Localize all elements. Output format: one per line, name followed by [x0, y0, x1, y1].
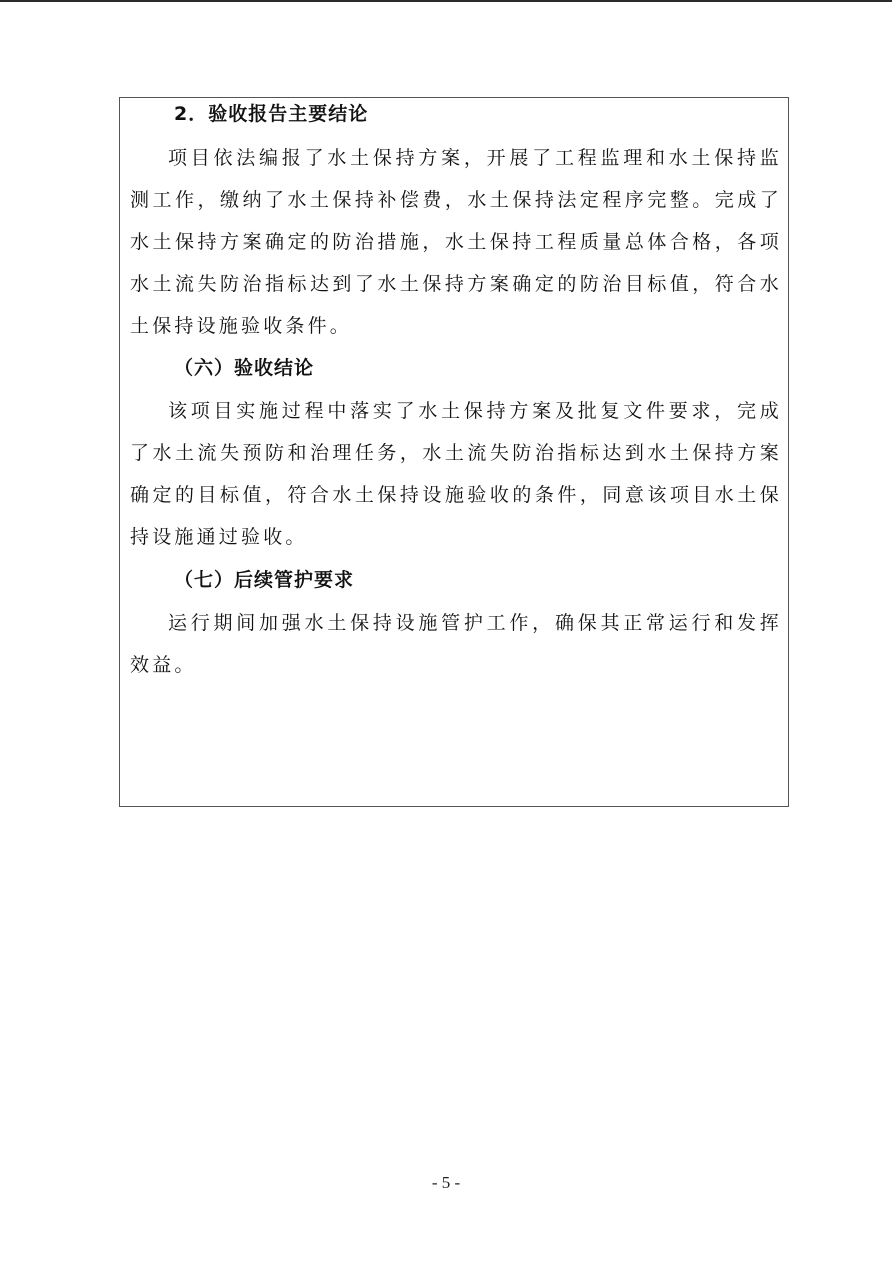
- acceptance-conclusion-paragraph: 该项目实施过程中落实了水土保持方案及批复文件要求，完成了水土流失预防和治理任务，水土流失防治指标达到水土保持方案确定的目标值，符合水土保持设施验收的条件，同意该项目水土保持设施通过验收。: [130, 400, 782, 548]
- acceptance-conclusion-heading: （六）验收结论: [174, 357, 315, 379]
- content-frame: [119, 97, 789, 807]
- report-conclusion-heading: 2．验收报告主要结论: [174, 103, 369, 125]
- follow-up-heading: （七）后续管护要求: [174, 569, 355, 591]
- top-border-line: [0, 0, 892, 2]
- follow-up-paragraph: 运行期间加强水土保持设施管护工作，确保其正常运行和发挥效益。: [130, 612, 782, 676]
- report-conclusion-paragraph: 项目依法编报了水土保持方案，开展了工程监理和水土保持监测工作，缴纳了水土保持补偿费，水土保持法定程序完整。完成了水土保持方案确定的防治措施，水土保持工程质量总体合格，各项水土流失防治指标达到了水土保持方案确定的防治目标值，符合水土保持设施验收条件。: [130, 147, 782, 337]
- page-number: - 5 -: [431, 1173, 461, 1192]
